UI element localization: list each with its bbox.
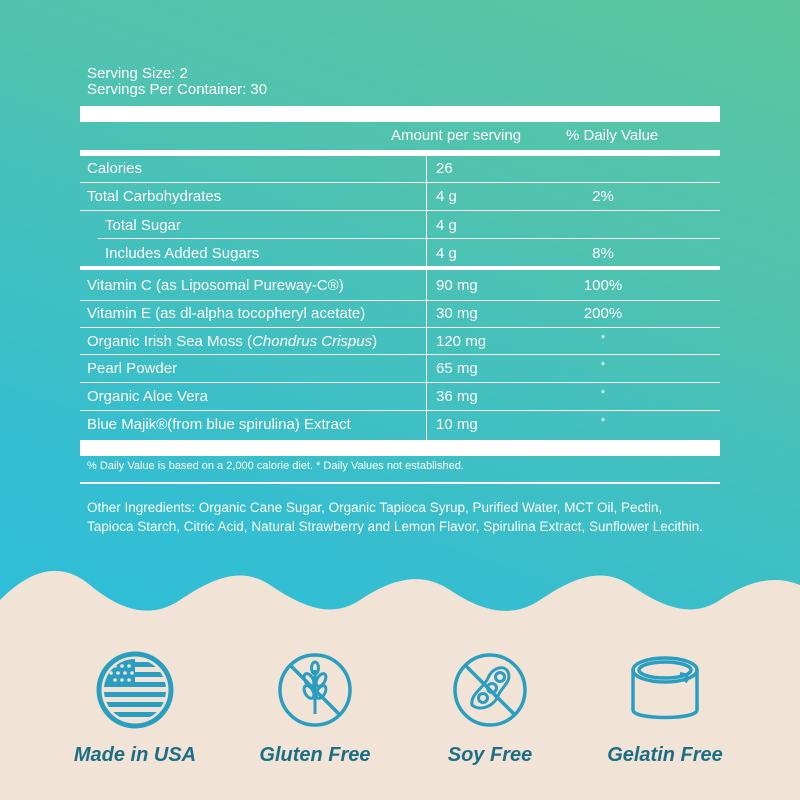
bottom-thick-bar <box>80 440 720 456</box>
serving-info <box>87 66 267 98</box>
sea-moss-prefix: Organic Irish Sea Moss ( <box>87 333 253 350</box>
row-added-sugar-amount: 4 g <box>436 245 457 262</box>
divider <box>98 238 720 239</box>
badge-gluten-free <box>215 650 415 767</box>
row-pearl-dv: * <box>600 360 606 372</box>
row-vitamin-e-amount: 30 mg <box>436 305 478 322</box>
row-carbs-dv: 2% <box>592 188 614 205</box>
row-vitamin-c-name: Vitamin C (as Liposomal Pureway-C®) <box>87 277 344 294</box>
row-blue-majik-amount: 10 mg <box>436 416 478 433</box>
column-divider <box>426 156 427 440</box>
row-carbs-amount: 4 g <box>436 188 457 205</box>
top-thick-bar <box>80 106 720 122</box>
divider <box>80 327 720 328</box>
gelatin-free-icon <box>625 650 705 730</box>
row-sea-moss-amount: 120 mg <box>436 333 487 350</box>
row-carbs-name: Total Carbohydrates <box>87 188 222 205</box>
badge-label: Made in USA <box>73 744 197 766</box>
divider <box>80 210 720 211</box>
badge-label: Gluten Free <box>259 744 371 766</box>
divider <box>80 382 720 383</box>
row-added-sugar-dv: 8% <box>592 245 614 262</box>
row-aloe-amount: 36 mg <box>436 388 478 405</box>
soy-free-icon <box>450 650 530 730</box>
badge-made-in-usa <box>35 650 235 767</box>
row-pearl-amount: 65 mg <box>436 360 478 377</box>
badge-soy-free <box>390 650 590 767</box>
row-pearl-name: Pearl Powder <box>87 360 178 377</box>
usa-flag-icon <box>95 650 175 730</box>
badge-label: Gelatin Free <box>607 744 723 766</box>
divider <box>80 354 720 355</box>
row-vitamin-c-dv: 100% <box>583 277 623 294</box>
section-bar <box>80 266 720 270</box>
servings-per-container: Servings Per Container: 30 <box>87 81 268 98</box>
footnote-divider <box>80 482 720 484</box>
daily-value-header: % Daily Value <box>566 127 659 144</box>
row-aloe-name: Organic Aloe Vera <box>87 388 208 405</box>
header-bar <box>80 150 720 156</box>
row-vitamin-e-name: Vitamin E (as dl-alpha tocopheryl acetate) <box>87 305 366 322</box>
badge-gelatin-free <box>565 650 765 767</box>
row-vitamin-c-amount: 90 mg <box>436 277 478 294</box>
sea-moss-latin: Chondrus Crispus <box>252 333 373 350</box>
row-aloe-dv: * <box>600 388 606 400</box>
amount-header: Amount per serving <box>391 127 522 144</box>
other-ingredients: Other Ingredients: Organic Cane Sugar, Organic Tapioca Syrup, Purified Water, MCT Oil, Pectin, Tapioca Starch, Citric Acid, Natural Strawberry and Lemon Flavor, Spirulina Extract, Sunflower Lecithin. <box>87 500 704 534</box>
row-vitamin-e-dv: 200% <box>583 305 623 322</box>
row-blue-majik-name: Blue Majik®(from blue spirulina) Extract <box>87 416 351 433</box>
row-sugar-amount: 4 g <box>436 217 457 234</box>
daily-value-footnote: % Daily Value is based on a 2,000 calorie diet. * Daily Values not established. <box>87 460 464 472</box>
divider <box>80 300 720 301</box>
row-sea-moss-dv: * <box>600 333 606 345</box>
sea-moss-suffix: ) <box>372 333 378 350</box>
badge-label: Soy Free <box>447 744 533 766</box>
row-calories-amount: 26 <box>436 160 453 177</box>
row-sugar-name: Total Sugar <box>105 217 181 234</box>
row-added-sugar-name: Includes Added Sugars <box>105 245 260 262</box>
row-sea-moss-name <box>87 333 377 350</box>
serving-size: Serving Size: 2 <box>87 65 188 82</box>
divider <box>80 182 720 183</box>
divider <box>80 410 720 411</box>
row-blue-majik-dv: * <box>600 416 606 428</box>
gluten-free-icon <box>275 650 355 730</box>
row-calories-name: Calories <box>87 160 143 177</box>
